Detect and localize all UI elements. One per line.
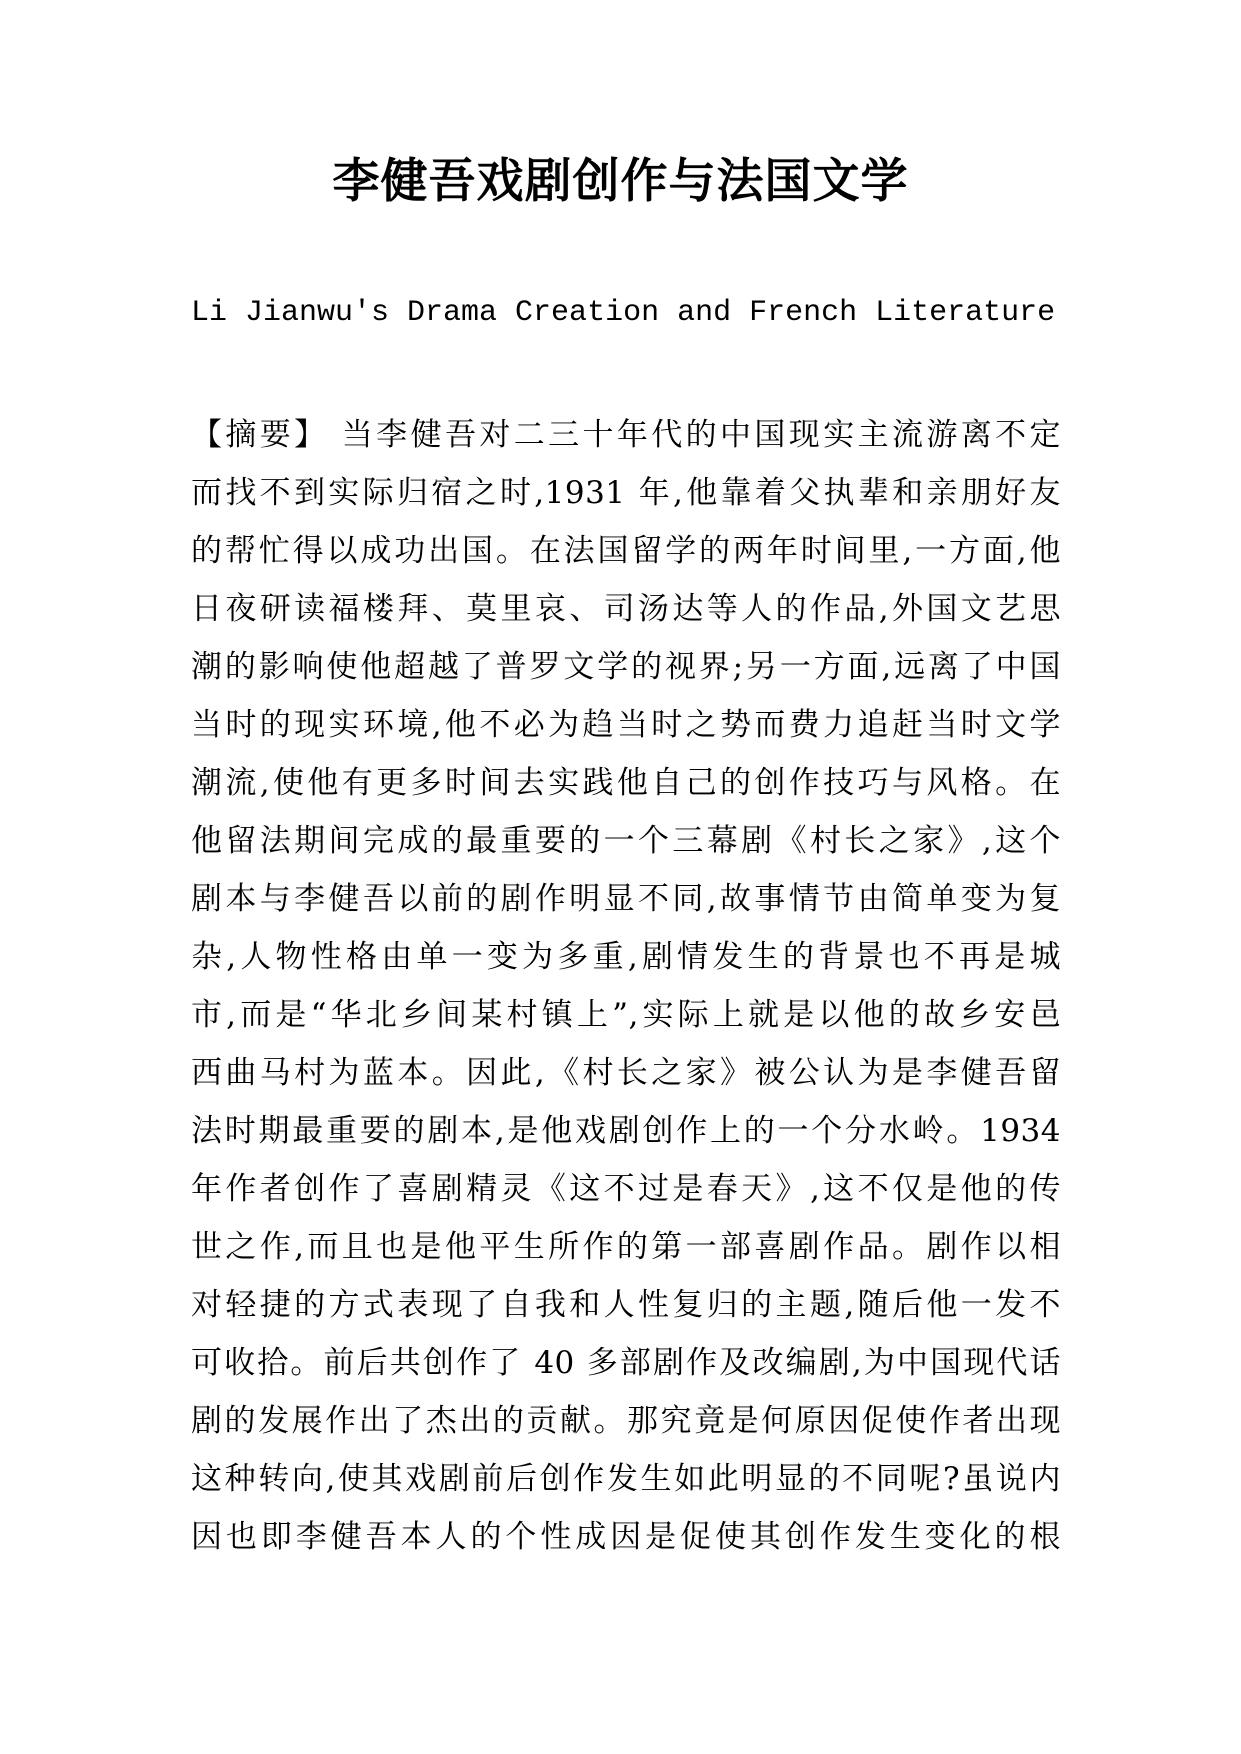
abstract-line: 潮的影响使他超越了普罗文学的视界;另一方面,远离了中国	[191, 649, 1061, 685]
abstract-line: 剧的发展作出了杰出的贡献。那究竟是何原因促使作者出现	[191, 1403, 1061, 1439]
abstract-line: 他留法期间完成的最重要的一个三幕剧《村长之家》,这个	[191, 823, 1061, 859]
abstract-line: 西曲马村为蓝本。因此,《村长之家》被公认为是李健吾留	[191, 1055, 1061, 1091]
document-subtitle: Li Jianwu's Drama Creation and French Literature	[191, 296, 1056, 330]
abstract-line: 市,而是“华北乡间某村镇上”,实际上就是以他的故乡安邑	[191, 997, 1061, 1033]
abstract-line: 日夜研读福楼拜、莫里哀、司汤达等人的作品,外国文艺思	[191, 591, 1061, 627]
abstract-line: 因也即李健吾本人的个性成因是促使其创作发生变化的根	[191, 1519, 1061, 1555]
abstract-line: 潮流,使他有更多时间去实践他自己的创作技巧与风格。在	[191, 765, 1061, 801]
abstract-line: 的帮忙得以成功出国。在法国留学的两年时间里,一方面,他	[191, 533, 1061, 569]
abstract-line: 杂,人物性格由单一变为多重,剧情发生的背景也不再是城	[191, 939, 1061, 975]
abstract-line: 这种转向,使其戏剧前后创作发生如此明显的不同呢?虽说内	[191, 1461, 1061, 1497]
abstract-line: 而找不到实际归宿之时,1931 年,他靠着父执辈和亲朋好友	[191, 475, 1061, 511]
abstract-line: 世之作,而且也是他平生所作的第一部喜剧作品。剧作以相	[191, 1229, 1061, 1265]
abstract-line: 当时的现实环境,他不必为趋当时之势而费力追赶当时文学	[191, 707, 1061, 743]
abstract-line: 年作者创作了喜剧精灵《这不过是春天》,这不仅是他的传	[191, 1171, 1061, 1207]
document-title: 李健吾戏剧创作与法国文学	[332, 154, 909, 209]
abstract-paragraph	[191, 406, 1061, 1566]
abstract-line: 可收拾。前后共创作了 40 多部剧作及改编剧,为中国现代话	[191, 1345, 1061, 1381]
abstract-line: 法时期最重要的剧本,是他戏剧创作上的一个分水岭。1934	[191, 1113, 1061, 1149]
abstract-line: 剧本与李健吾以前的剧作明显不同,故事情节由简单变为复	[191, 881, 1061, 917]
abstract-line: 对轻捷的方式表现了自我和人性复归的主题,随后他一发不	[191, 1287, 1061, 1323]
abstract-line-text: 当李健吾对二三十年代的中国现实主流游离不定	[341, 417, 1062, 453]
abstract-line	[191, 406, 1061, 464]
abstract-label: 【摘要】	[191, 417, 329, 453]
